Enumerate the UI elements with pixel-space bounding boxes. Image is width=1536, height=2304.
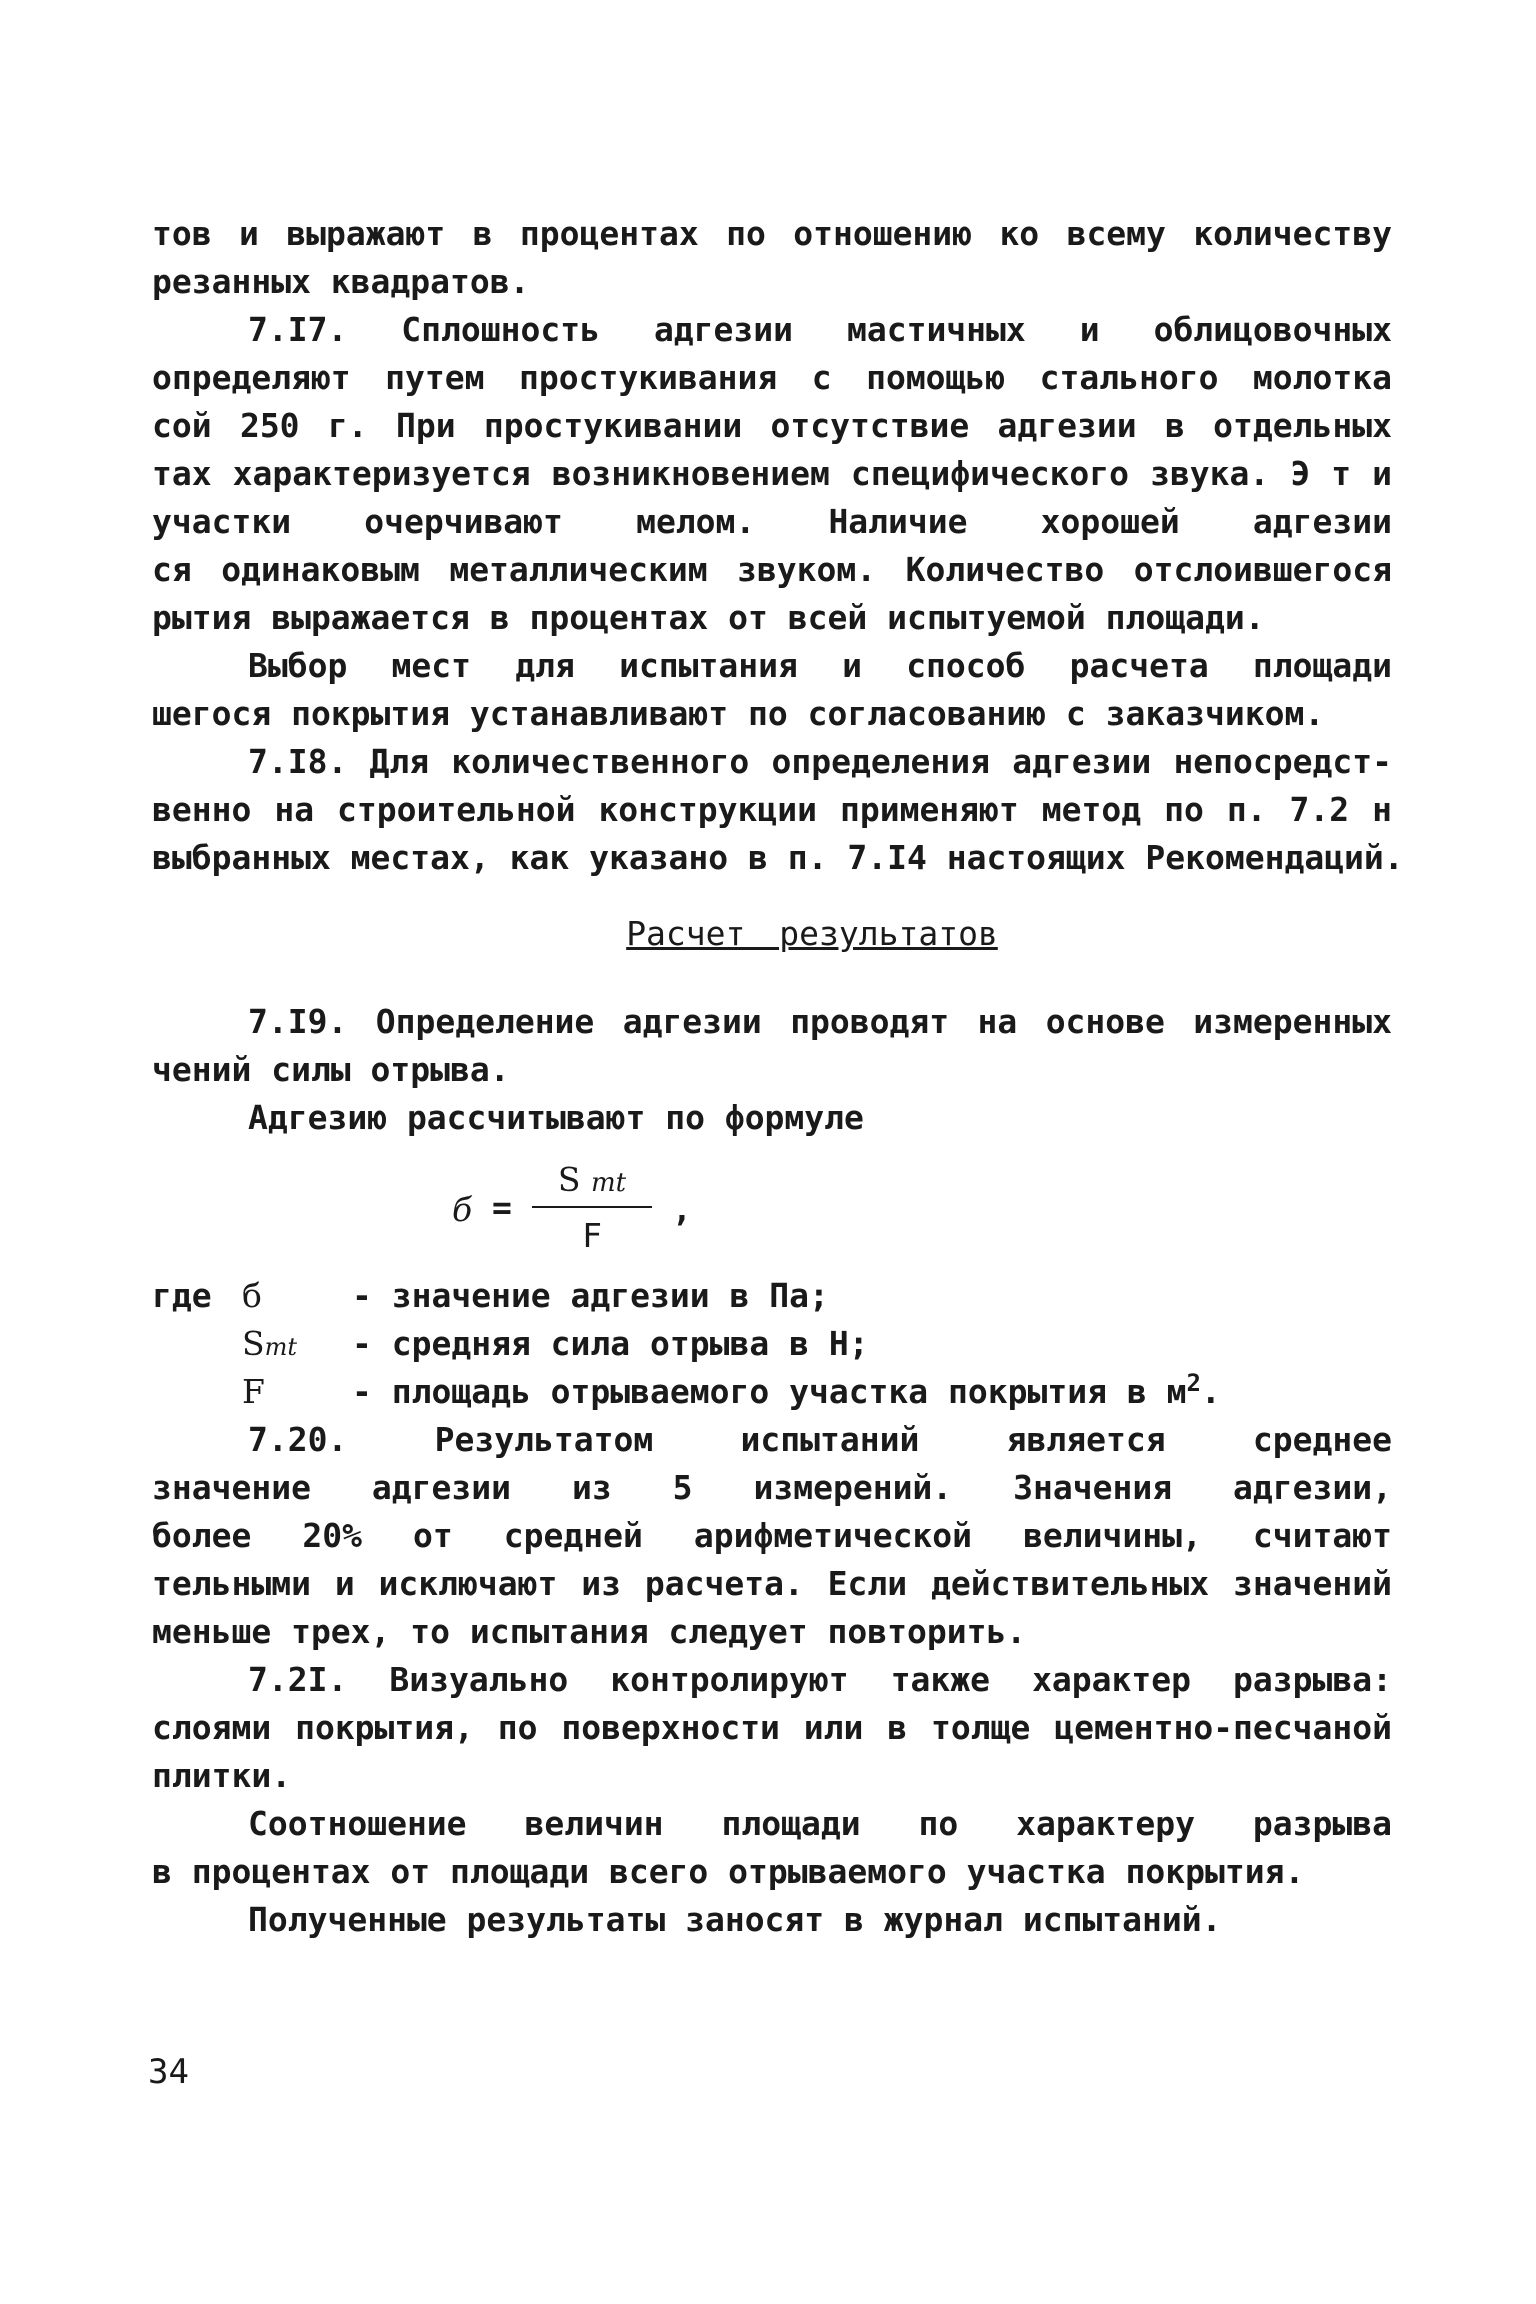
text-line: слоями покрытия, по поверхности или в толще цементно-песчаной xyxy=(152,1708,1392,1747)
s-symbol-sub: mt xyxy=(264,1333,298,1361)
text-line: в процентах от площади всего отрываемого участка покрытия. xyxy=(152,1852,1305,1891)
formula-denominator: F xyxy=(582,1216,602,1255)
text-line: определяют путем простукивания с помощью стального молотка xyxy=(152,358,1392,397)
text-line: 7.I7. Сплошность адгезии мастичных и облицовочных xyxy=(248,310,1392,349)
text-line: выбранных местах, как указано в п. 7.I4 настоящих Рекомендаций. xyxy=(152,838,1404,877)
text-line: тах характеризуется возникновением специфического звука. Э т и xyxy=(152,454,1392,493)
text-line: тов и выражают в процентах по отношению ко всему количеству xyxy=(152,214,1392,253)
text-line: 7.I8. Для количественного определения адгезии непосредст- xyxy=(248,742,1392,781)
text-line: Соотношение величин площади по характеру разрыва xyxy=(248,1804,1392,1843)
section-heading: Расчет результатов xyxy=(626,914,998,953)
formula-equals: = xyxy=(492,1188,512,1227)
text-line: участки очерчивают мелом. Наличие хорошей адгезии xyxy=(152,502,1392,541)
text-line: сой 250 г. При простукивании отсутствие адгезии в отдельных xyxy=(152,406,1392,445)
text-line: значение адгезии из 5 измерений. Значения адгезии, xyxy=(152,1468,1392,1507)
f-end: . xyxy=(1200,1372,1221,1411)
text-line: тельными и исключают из расчета. Если действительных значений xyxy=(152,1564,1392,1603)
s-symbol xyxy=(242,1320,297,1371)
f-superscript: 2 xyxy=(1186,1369,1201,1397)
text-line: 7.20. Результатом испытаний является среднее xyxy=(248,1420,1392,1459)
sigma-text: - значение адгезии в Па; xyxy=(352,1276,829,1315)
formula-lhs: б xyxy=(452,1190,473,1229)
fraction-bar xyxy=(532,1206,652,1208)
text-line: ся одинаковым металлическим звуком. Количество отслоившегося xyxy=(152,550,1392,589)
f-symbol: F xyxy=(242,1372,265,1411)
text-line: меньше трех, то испытания следует повторить. xyxy=(152,1612,1027,1651)
formula-numerator xyxy=(537,1156,647,1207)
text-line: шегося покрытия устанавливают по согласованию с заказчиком. xyxy=(152,694,1325,733)
where-label: где xyxy=(152,1276,212,1315)
f-text-wrap xyxy=(352,1368,1221,1416)
text-line: рытия выражается в процентах от всей испытуемой площади. xyxy=(152,598,1265,637)
formula-definitions xyxy=(152,1272,1392,1416)
formula-numerator-sub: mt xyxy=(591,1168,627,1198)
text-line: чений силы отрыва. xyxy=(152,1050,510,1089)
text-line: Выбор мест для испытания и способ расчета площади xyxy=(248,646,1392,685)
formula-comma: , xyxy=(672,1190,692,1229)
s-symbol-main: S xyxy=(242,1324,265,1363)
definition-sigma xyxy=(152,1272,1392,1320)
text-line: резанных квадратов. xyxy=(152,262,530,301)
text-line: Полученные результаты заносят в журнал испытаний. xyxy=(248,1900,1222,1939)
text-line: 7.I9. Определение адгезии проводят на основе измеренных xyxy=(248,1002,1392,1041)
text-line: более 20% от средней арифметической величины, считают xyxy=(152,1516,1392,1555)
s-text: - средняя сила отрыва в Н; xyxy=(352,1324,869,1363)
definition-f xyxy=(152,1368,1392,1416)
definition-s xyxy=(152,1320,1392,1368)
text-line: плитки. xyxy=(152,1756,292,1795)
text-line: Адгезию рассчитывают по формуле xyxy=(248,1098,864,1137)
page-number: 34 xyxy=(148,2052,189,2092)
adhesion-formula xyxy=(152,1156,1392,1266)
document-body xyxy=(152,210,1404,1944)
text-line: венно на строительной конструкции применяют метод по п. 7.2 н xyxy=(152,790,1392,829)
f-text: - площадь отрываемого участка покрытия в м xyxy=(352,1372,1187,1411)
text-line: 7.2I. Визуально контролируют также характер разрыва: xyxy=(248,1660,1392,1699)
formula-numerator-main: S xyxy=(557,1160,581,1199)
sigma-symbol: б xyxy=(242,1276,262,1315)
